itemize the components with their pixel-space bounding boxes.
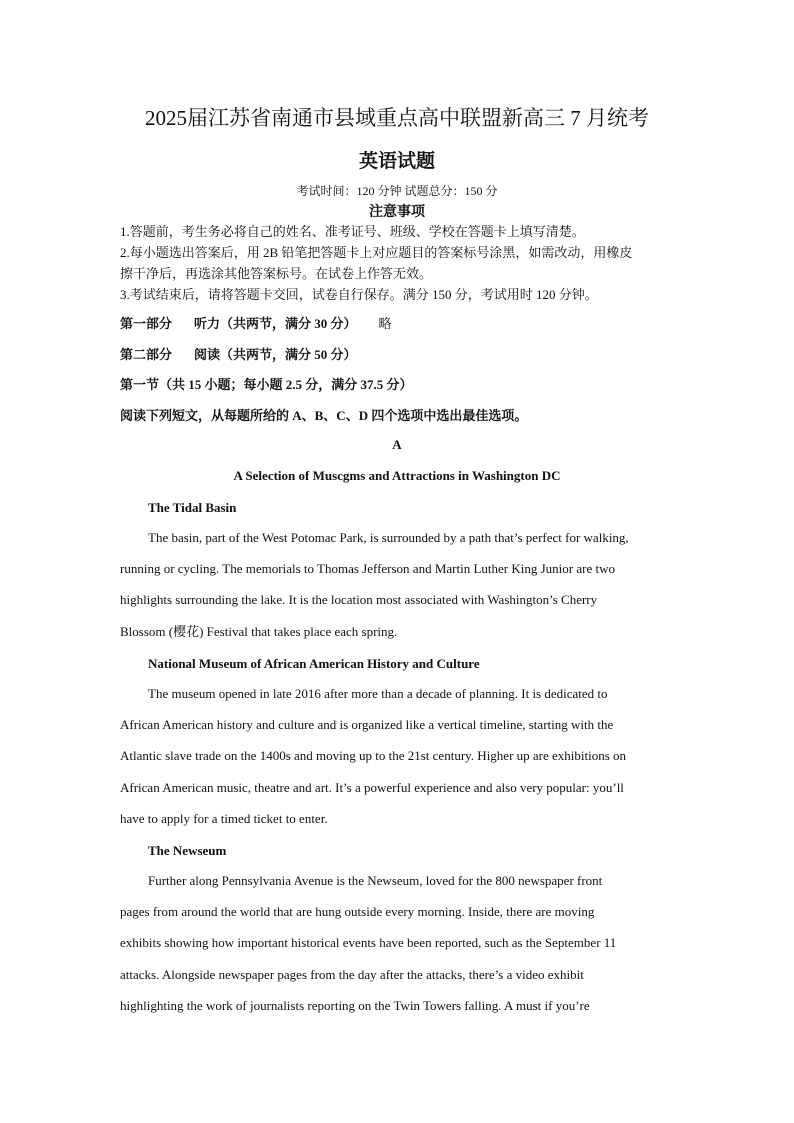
paragraph-line: highlighting the work of journalists reporting on the Twin Towers falling. A must if you’re <box>120 997 590 1013</box>
item-heading-tidal-basin: The Tidal Basin <box>148 500 237 515</box>
exam-title: 2025届江苏省南通市县域重点高中联盟新高三 7 月统考 <box>145 106 649 130</box>
paragraph-line: have to apply for a timed ticket to enter. <box>120 810 328 826</box>
passage-title: A Selection of Muscgms and Attractions in Washington DC <box>233 468 561 483</box>
notice-item: 擦干净后，再选涂其他答案标号。在试卷上作答无效。 <box>120 266 433 281</box>
notice-item: 3.考试结束后，请将答题卡交回，试卷自行保存。满分 150 分，考试用时 120 分钟。 <box>120 287 598 302</box>
paragraph-line: The museum opened in late 2016 after more than a decade of planning. It is dedicated to <box>148 686 608 701</box>
paragraph-line: Atlantic slave trade on the 1400s and moving up to the 21st century. Higher up are exhibitions on <box>120 748 627 764</box>
paragraph-line: African American history and culture and is organized like a vertical timeline, starting with the <box>120 717 614 733</box>
paragraph-museum <box>120 678 670 834</box>
paragraph-line: Blossom (樱花) Festival that takes place each spring. <box>120 623 398 639</box>
paragraph-tidal-basin <box>120 522 670 647</box>
paragraph-line: highlights surrounding the lake. It is the location most associated with Washington’s Cherry <box>120 592 598 608</box>
paragraph-line: running or cycling. The memorials to Thomas Jefferson and Martin Luther King Junior are two <box>120 561 615 577</box>
paragraph-line: pages from around the world that are hung outside every morning. Inside, there are moving <box>120 904 595 920</box>
paragraph-line: African American music, theatre and art. It’s a powerful experience and also very popular: you’ll <box>120 779 624 795</box>
paragraph-newseum <box>120 865 670 1021</box>
part-one-heading <box>120 313 680 332</box>
passage-letter: A <box>392 437 402 452</box>
paragraph-line: attacks. Alongside newspaper pages from the day after the attacks, there’s a video exhibit <box>120 966 584 982</box>
part-two-desc: 阅读（共两节，满分 50 分） <box>194 347 357 362</box>
item-heading-museum: National Museum of African American History and Culture <box>148 656 480 671</box>
paragraph-line: The basin, part of the West Potomac Park, is surrounded by a path that’s perfect for walking, <box>148 530 629 545</box>
notice-item: 1.答题前，考生务必将自己的姓名、准考证号、班级、学校在答题卡上填写清楚。 <box>120 224 585 239</box>
part-one-omitted: 略 <box>378 316 392 331</box>
part-one-label: 第一部分 <box>120 316 173 331</box>
part-two-label: 第二部分 <box>120 347 173 362</box>
part-two-heading <box>120 344 680 363</box>
notice-list <box>120 221 680 305</box>
exam-meta: 考试时间：120 分钟 试题总分：150 分 <box>296 184 498 198</box>
paragraph-line: exhibits showing how important historical events have been reported, such as the September 11 <box>120 935 617 951</box>
notice-item: 2.每小题选出答案后，用 2B 铅笔把答题卡上对应题目的答案标号涂黑，如需改动，用橡皮 <box>120 245 633 260</box>
reading-instruction: 阅读下列短文，从每题所给的 A、B、C、D 四个选项中选出最佳选项。 <box>120 408 528 423</box>
notice-heading: 注意事项 <box>369 205 425 220</box>
part-one-desc: 听力（共两节，满分 30 分） <box>194 316 357 331</box>
paragraph-line: Further along Pennsylvania Avenue is the Newseum, loved for the 800 newspaper front <box>148 873 603 888</box>
section-one-heading: 第一节（共 15 小题；每小题 2.5 分，满分 37.5 分） <box>120 377 413 392</box>
subject-title: 英语试题 <box>358 151 435 172</box>
item-heading-newseum: The Newseum <box>148 843 227 858</box>
